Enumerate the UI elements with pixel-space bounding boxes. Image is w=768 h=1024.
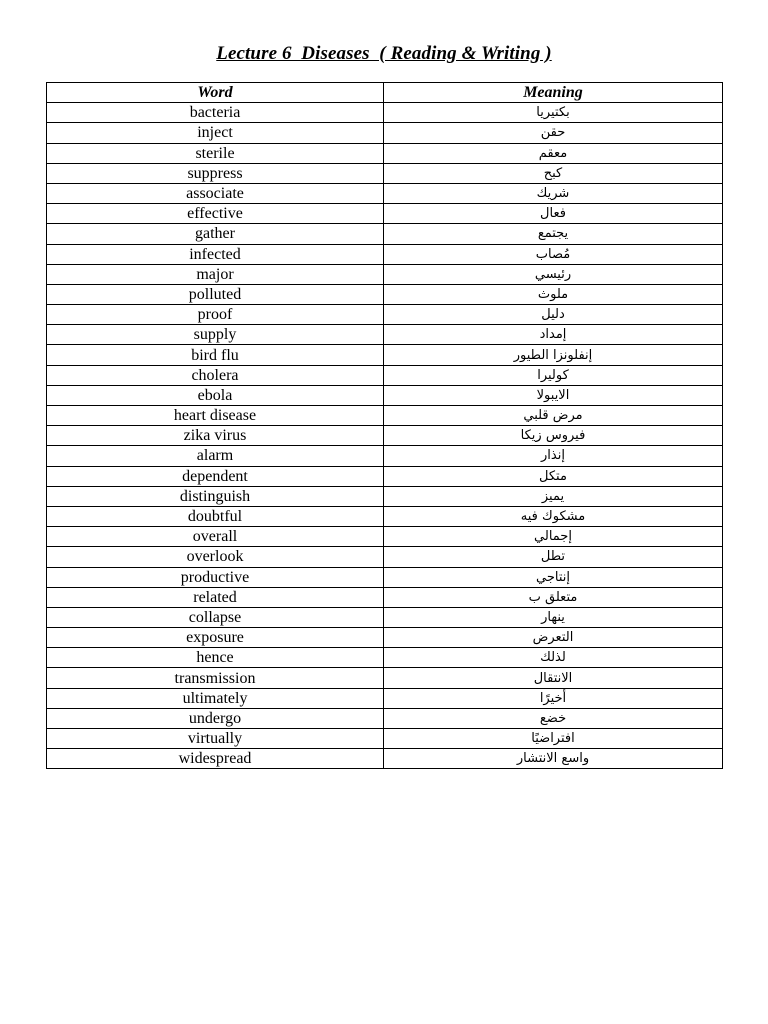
word-cell: cholera (47, 365, 384, 385)
meaning-cell: حقن (384, 123, 723, 143)
word-cell: overall (47, 527, 384, 547)
word-cell: inject (47, 123, 384, 143)
word-cell: productive (47, 567, 384, 587)
meaning-cell: افتراضيًا (384, 729, 723, 749)
word-cell: bird flu (47, 345, 384, 365)
meaning-cell: يجتمع (384, 224, 723, 244)
table-row (47, 345, 723, 365)
word-cell: effective (47, 204, 384, 224)
word-cell: bacteria (47, 103, 384, 123)
meaning-cell: ملوث (384, 284, 723, 304)
table-row (47, 244, 723, 264)
column-header-meaning: Meaning (384, 83, 723, 103)
table-row (47, 567, 723, 587)
table-row (47, 466, 723, 486)
table-row (47, 224, 723, 244)
meaning-cell: الايبولا (384, 385, 723, 405)
meaning-cell: معقم (384, 143, 723, 163)
meaning-cell: مُصاب (384, 244, 723, 264)
table-row (47, 264, 723, 284)
meaning-cell: شريك (384, 183, 723, 203)
table-row (47, 729, 723, 749)
meaning-cell: تطل (384, 547, 723, 567)
word-cell: exposure (47, 628, 384, 648)
word-cell: transmission (47, 668, 384, 688)
word-cell: zika virus (47, 426, 384, 446)
table-row (47, 749, 723, 769)
meaning-cell: متعلق ب (384, 587, 723, 607)
meaning-cell: أخيرًا (384, 688, 723, 708)
word-cell: dependent (47, 466, 384, 486)
word-cell: alarm (47, 446, 384, 466)
table-row (47, 143, 723, 163)
word-cell: polluted (47, 284, 384, 304)
meaning-cell: يميز (384, 486, 723, 506)
word-cell: ultimately (47, 688, 384, 708)
meaning-cell: واسع الانتشار (384, 749, 723, 769)
word-cell: gather (47, 224, 384, 244)
table-row (47, 284, 723, 304)
table-row (47, 708, 723, 728)
meaning-cell: الانتقال (384, 668, 723, 688)
meaning-cell: فعال (384, 204, 723, 224)
column-header-word: Word (47, 83, 384, 103)
meaning-cell: مرض قلبي (384, 406, 723, 426)
word-cell: doubtful (47, 506, 384, 526)
word-cell: overlook (47, 547, 384, 567)
meaning-cell: خضع (384, 708, 723, 728)
table-row (47, 628, 723, 648)
meaning-cell: كوليرا (384, 365, 723, 385)
table-row (47, 123, 723, 143)
table-row (47, 365, 723, 385)
meaning-cell: إنفلونزا الطيور (384, 345, 723, 365)
word-cell: hence (47, 648, 384, 668)
table-row (47, 385, 723, 405)
table-row (47, 305, 723, 325)
table-body (47, 103, 723, 769)
meaning-cell: إنتاجي (384, 567, 723, 587)
meaning-cell: مشكوك فيه (384, 506, 723, 526)
meaning-cell: بكتيريا (384, 103, 723, 123)
table-row (47, 527, 723, 547)
word-cell: ebola (47, 385, 384, 405)
meaning-cell: إمداد (384, 325, 723, 345)
table-row (47, 103, 723, 123)
word-cell: supply (47, 325, 384, 345)
word-cell: heart disease (47, 406, 384, 426)
word-cell: collapse (47, 607, 384, 627)
meaning-cell: إنذار (384, 446, 723, 466)
word-cell: associate (47, 183, 384, 203)
table-row (47, 426, 723, 446)
meaning-cell: ينهار (384, 607, 723, 627)
table-header-row (47, 83, 723, 103)
vocabulary-table (46, 82, 723, 769)
meaning-cell: رئيسي (384, 264, 723, 284)
word-cell: related (47, 587, 384, 607)
table-row (47, 446, 723, 466)
table-row (47, 688, 723, 708)
word-cell: virtually (47, 729, 384, 749)
table-row (47, 668, 723, 688)
table-row (47, 183, 723, 203)
meaning-cell: لذلك (384, 648, 723, 668)
meaning-cell: متكل (384, 466, 723, 486)
word-cell: proof (47, 305, 384, 325)
meaning-cell: التعرض (384, 628, 723, 648)
meaning-cell: فيروس زيكا (384, 426, 723, 446)
table-row (47, 486, 723, 506)
word-cell: widespread (47, 749, 384, 769)
table-row (47, 325, 723, 345)
word-cell: undergo (47, 708, 384, 728)
table-row (47, 506, 723, 526)
word-cell: major (47, 264, 384, 284)
word-cell: sterile (47, 143, 384, 163)
table-row (47, 587, 723, 607)
table-row (47, 547, 723, 567)
table-row (47, 648, 723, 668)
meaning-cell: دليل (384, 305, 723, 325)
table-row (47, 607, 723, 627)
word-cell: infected (47, 244, 384, 264)
table-row (47, 204, 723, 224)
word-cell: suppress (47, 163, 384, 183)
table-row (47, 406, 723, 426)
meaning-cell: كبح (384, 163, 723, 183)
table-row (47, 163, 723, 183)
meaning-cell: إجمالي (384, 527, 723, 547)
page-title: Lecture 6 Diseases ( Reading & Writing ) (216, 43, 552, 64)
word-cell: distinguish (47, 486, 384, 506)
